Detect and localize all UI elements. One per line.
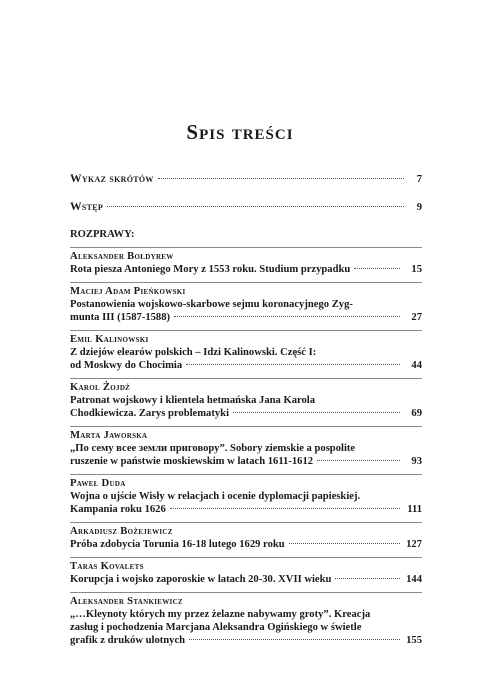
entry-title-last-line <box>70 538 422 551</box>
entry-author: Emil Kalinowski <box>70 330 422 346</box>
entry-title-line: „По сему всее земли приговору”. Sobory ziemskie a pospolite <box>70 443 356 454</box>
toc-label: Wstęp <box>70 200 104 213</box>
toc-page-number: 127 <box>406 539 422 550</box>
toc-entry[interactable] <box>70 247 422 276</box>
entry-title-text: od Moskwy do Chocimia <box>70 360 183 371</box>
dot-leader <box>186 364 400 365</box>
entry-title-text: munta III (1587-1588) <box>70 312 171 323</box>
entry-author: Taras Kovalets <box>70 557 422 573</box>
entry-title-text: Próba zdobycia Torunia 16-18 lutego 1629 roku <box>70 539 285 550</box>
toc-entry[interactable] <box>70 378 422 420</box>
toc-page-number: 69 <box>411 408 422 419</box>
entry-title-line: Patronat wojskowy i klientela hetmańska Jana Karola <box>70 395 316 406</box>
entry-title-line: Z dziejów elearów polskich – Idzi Kalinowski. Część I: <box>70 347 317 358</box>
entry-author: Maciej Adam Pieńkowski <box>70 282 422 298</box>
toc-entry[interactable] <box>70 592 422 647</box>
entry-title-line: Wojna o ujście Wisły w relacjach i ocenie dyplomacji papieskiej. <box>70 491 361 502</box>
dot-leader <box>289 543 400 544</box>
dot-leader <box>317 460 400 461</box>
table-of-contents <box>70 172 422 647</box>
toc-entry[interactable] <box>70 522 422 551</box>
entry-title-last-line <box>70 359 422 372</box>
toc-page-number: 155 <box>406 635 422 646</box>
entry-title-last-line <box>70 263 422 276</box>
toc-page-number: 15 <box>411 264 422 275</box>
toc-entry[interactable] <box>70 330 422 372</box>
dot-leader <box>170 508 400 509</box>
entry-title-line: zasług i pochodzenia Marcjana Aleksandra Ogińskiego w świetle <box>70 622 362 633</box>
toc-page-number: 93 <box>411 456 422 467</box>
entry-author: Aleksander Bołdyrew <box>70 247 422 263</box>
entry-title-text: ruszenie w państwie moskiewskim w latach 1611-1612 <box>70 456 314 467</box>
toc-row-wstep[interactable] <box>70 200 422 214</box>
entry-title-last-line <box>70 634 422 647</box>
entry-title-last-line <box>70 311 422 324</box>
entry-title-text: Chodkiewicza. Zarys problematyki <box>70 408 230 419</box>
toc-page-number: 144 <box>406 574 422 585</box>
entry-title-last-line <box>70 407 422 420</box>
toc-page-number: 111 <box>407 504 422 515</box>
toc-page-number: 9 <box>416 202 422 213</box>
toc-label: Wykaz skrótów <box>70 172 154 185</box>
dot-leader <box>158 178 404 179</box>
toc-entry[interactable] <box>70 557 422 586</box>
dot-leader <box>189 639 400 640</box>
toc-page-number: 27 <box>411 312 422 323</box>
entries-list <box>70 247 422 647</box>
dot-leader <box>335 578 400 579</box>
entry-title-text: Korupcja i wojsko zaporoskie w latach 20-30. XVII wieku <box>70 574 332 585</box>
dot-leader <box>174 316 400 317</box>
toc-page-number: 44 <box>411 360 422 371</box>
entry-author: Marta Jaworska <box>70 426 422 442</box>
entry-title-line: „…Kleynoty których my przez żelazne nabywamy groty”. Kreacja <box>70 609 371 620</box>
entry-title-line: Postanowienia wojskowo-skarbowe sejmu koronacyjnego Zyg- <box>70 299 353 310</box>
entry-title-last-line <box>70 503 422 516</box>
toc-entry[interactable] <box>70 474 422 516</box>
dot-leader <box>233 412 400 413</box>
entry-title-text: Kampania roku 1626 <box>70 504 166 515</box>
toc-entry[interactable] <box>70 282 422 324</box>
dot-leader <box>107 206 404 207</box>
entry-title-text: Rota piesza Antoniego Mory z 1553 roku. Studium przypadku <box>70 264 351 275</box>
entry-title-text: grafik z druków ulotnych <box>70 635 186 646</box>
entry-title-last-line <box>70 455 422 468</box>
section-heading: ROZPRAWY: <box>70 229 135 240</box>
dot-leader <box>354 268 400 269</box>
entry-author: Paweł Duda <box>70 474 422 490</box>
entry-author: Aleksander Stankiewicz <box>70 592 422 608</box>
toc-entry[interactable] <box>70 426 422 468</box>
toc-page-number: 7 <box>416 174 422 185</box>
toc-row-wykaz[interactable] <box>70 172 422 186</box>
page-title: Spis treści <box>186 120 294 144</box>
entry-author: Arkadiusz Bożejewicz <box>70 522 422 538</box>
entry-title-last-line <box>70 573 422 586</box>
entry-author: Karol Żojdź <box>70 378 422 394</box>
